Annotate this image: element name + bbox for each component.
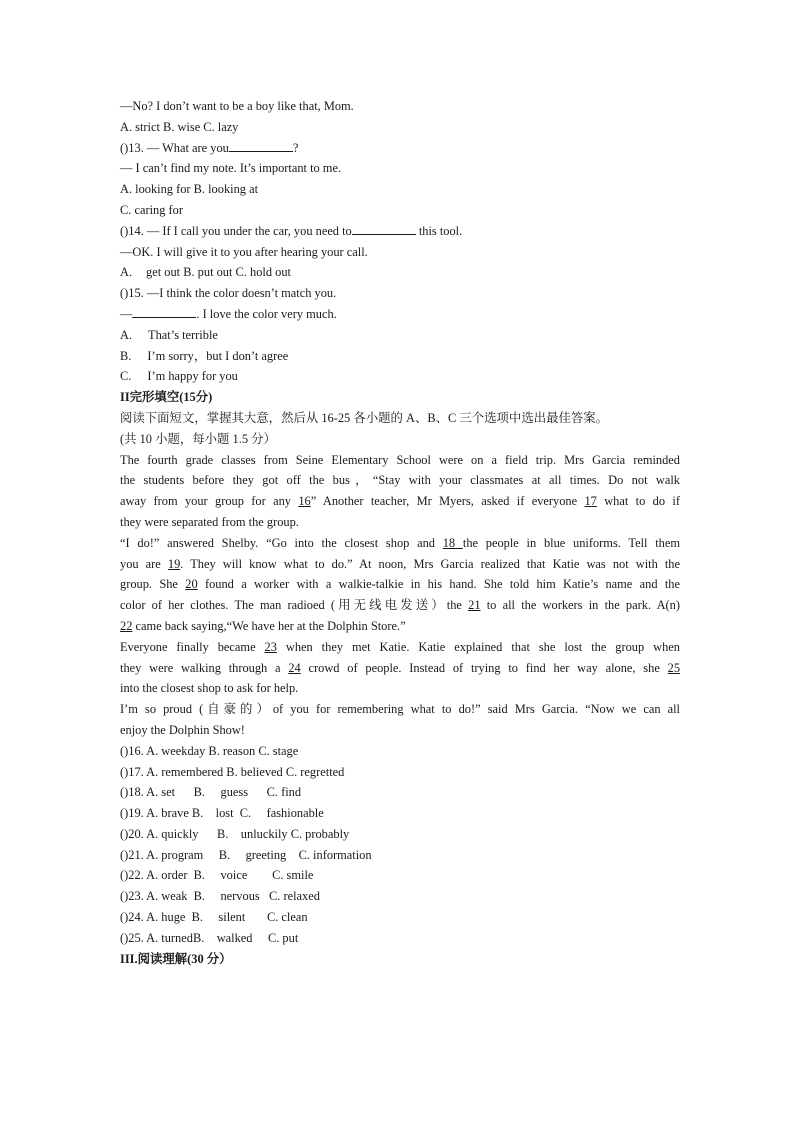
question-23: ()23. A. weak B. nervous C. relaxed (120, 889, 320, 904)
q15-option-a: A. That’s terrible (120, 327, 218, 342)
passage-line: Everyone finally became 23 when they met Katie. Katie explained that she lost the group when (120, 639, 680, 654)
question-19: ()19. A. brave B. lost C. fashionable (120, 806, 324, 821)
blank-number: 21 (468, 598, 481, 613)
blank-number: 22 (120, 618, 133, 633)
answer-blank (229, 138, 293, 152)
blank-number: 20 (185, 577, 198, 592)
passage-line: I’m so proud (自豪的）of you for remembering what to do!” said Mrs Garcia. “Now we can all (120, 702, 680, 717)
answer-blank (352, 221, 416, 235)
passage-line: they were walking through a 24 crowd of people. Instead of trying to find her way alone, she 25 (120, 660, 681, 675)
section-2-instructions: 阅读下面短文，掌握其大意，然后从 16-25 各小题的 A、B、C 三个选项中选出最佳答案。 (120, 410, 609, 425)
q14-reply: —OK. I will give it to you after hearing your call. (120, 244, 368, 259)
question-16: ()16. A. weekday B. reason C. stage (120, 743, 299, 758)
passage-line: they were separated from the group. (120, 514, 299, 529)
blank-number: 19 (167, 556, 181, 571)
passage-line: The fourth grade classes from Seine Elementary School were on a field trip. Mrs Garcia reminded (120, 452, 680, 467)
question-24: ()24. A. huge B. silent C. clean (120, 910, 308, 925)
blank-number: 17 (584, 494, 597, 509)
section-3-title: III.阅读理解(30 分） (120, 951, 232, 966)
passage-line: into the closest shop to ask for help. (120, 681, 299, 696)
passage-line: 22 came back saying,“We have her at the Dolphin Store.” (120, 618, 406, 633)
passage-line: group. She 20 found a worker with a walkie-talkie in his hand. She told him Katie’s name and the (120, 577, 680, 592)
passage-line: color of her clothes. The man radioed (用无线电发送）the 21 to all the workers in the park. A(n) (120, 598, 680, 613)
passage-line: away from your group for any 16” Another teacher, Mr Myers, asked if everyone 17 what to do if (120, 494, 680, 509)
question-18: ()18. A. set B. guess C. find (120, 785, 302, 800)
q13-option-c: C. caring for (120, 202, 183, 217)
q13-options-ab: A. looking for B. looking at (120, 182, 259, 197)
answer-blank (132, 304, 196, 318)
question-22: ()22. A. order B. voice C. smile (120, 868, 314, 883)
blank-number: 16 (298, 494, 311, 509)
blank-number: 18 (442, 535, 463, 550)
section-2-instructions-cont: (共 10 小题，每小题 1.5 分） (120, 431, 276, 446)
question-25: ()25. A. turnedB. walked C. put (120, 930, 299, 945)
passage-line: you are 19. They will know what to do.” At noon, Mrs Garcia realized that Katie was not with the (120, 556, 680, 571)
question-17: ()17. A. remembered B. believed C. regretted (120, 764, 345, 779)
worksheet-page (120, 96, 680, 969)
blank-number: 25 (667, 660, 681, 675)
q12-options: A. strict B. wise C. lazy (120, 119, 239, 134)
blank-number: 24 (288, 660, 301, 675)
passage-line: “I do!” answered Shelby. “Go into the closest shop and 18 the people in blue uniforms. Tell them (120, 535, 681, 550)
q15-reply: — . I love the color very much. (120, 304, 680, 325)
question-20: ()20. A. quickly B. unluckily C. probably (120, 826, 350, 841)
q14-options: A. get out B. put out C. hold out (120, 265, 291, 280)
section-2-title: II完形填空(15分) (120, 390, 213, 405)
passage-line: the students before they got off the bus，“Stay with your classmates at all times. Do not walk (120, 473, 680, 488)
blank-number: 23 (264, 639, 277, 654)
q15-option-c: C. I’m happy for you (120, 369, 238, 384)
passage-line: enjoy the Dolphin Show! (120, 722, 245, 737)
q13-stem: ()13. — What are you ? (120, 138, 680, 159)
q14-stem: ()14. — If I call you under the car, you need to this tool. (120, 221, 680, 242)
q15-option-b: B. I’m sorry，but I don’t agree (120, 348, 289, 363)
q12-reply: —No? I don’t want to be a boy like that, Mom. (120, 99, 354, 113)
question-21: ()21. A. program B. greeting C. information (120, 847, 372, 862)
q13-reply: — I can’t find my note. It’s important to me. (120, 161, 342, 176)
q15-stem: ()15. —I think the color doesn’t match you. (120, 286, 337, 301)
